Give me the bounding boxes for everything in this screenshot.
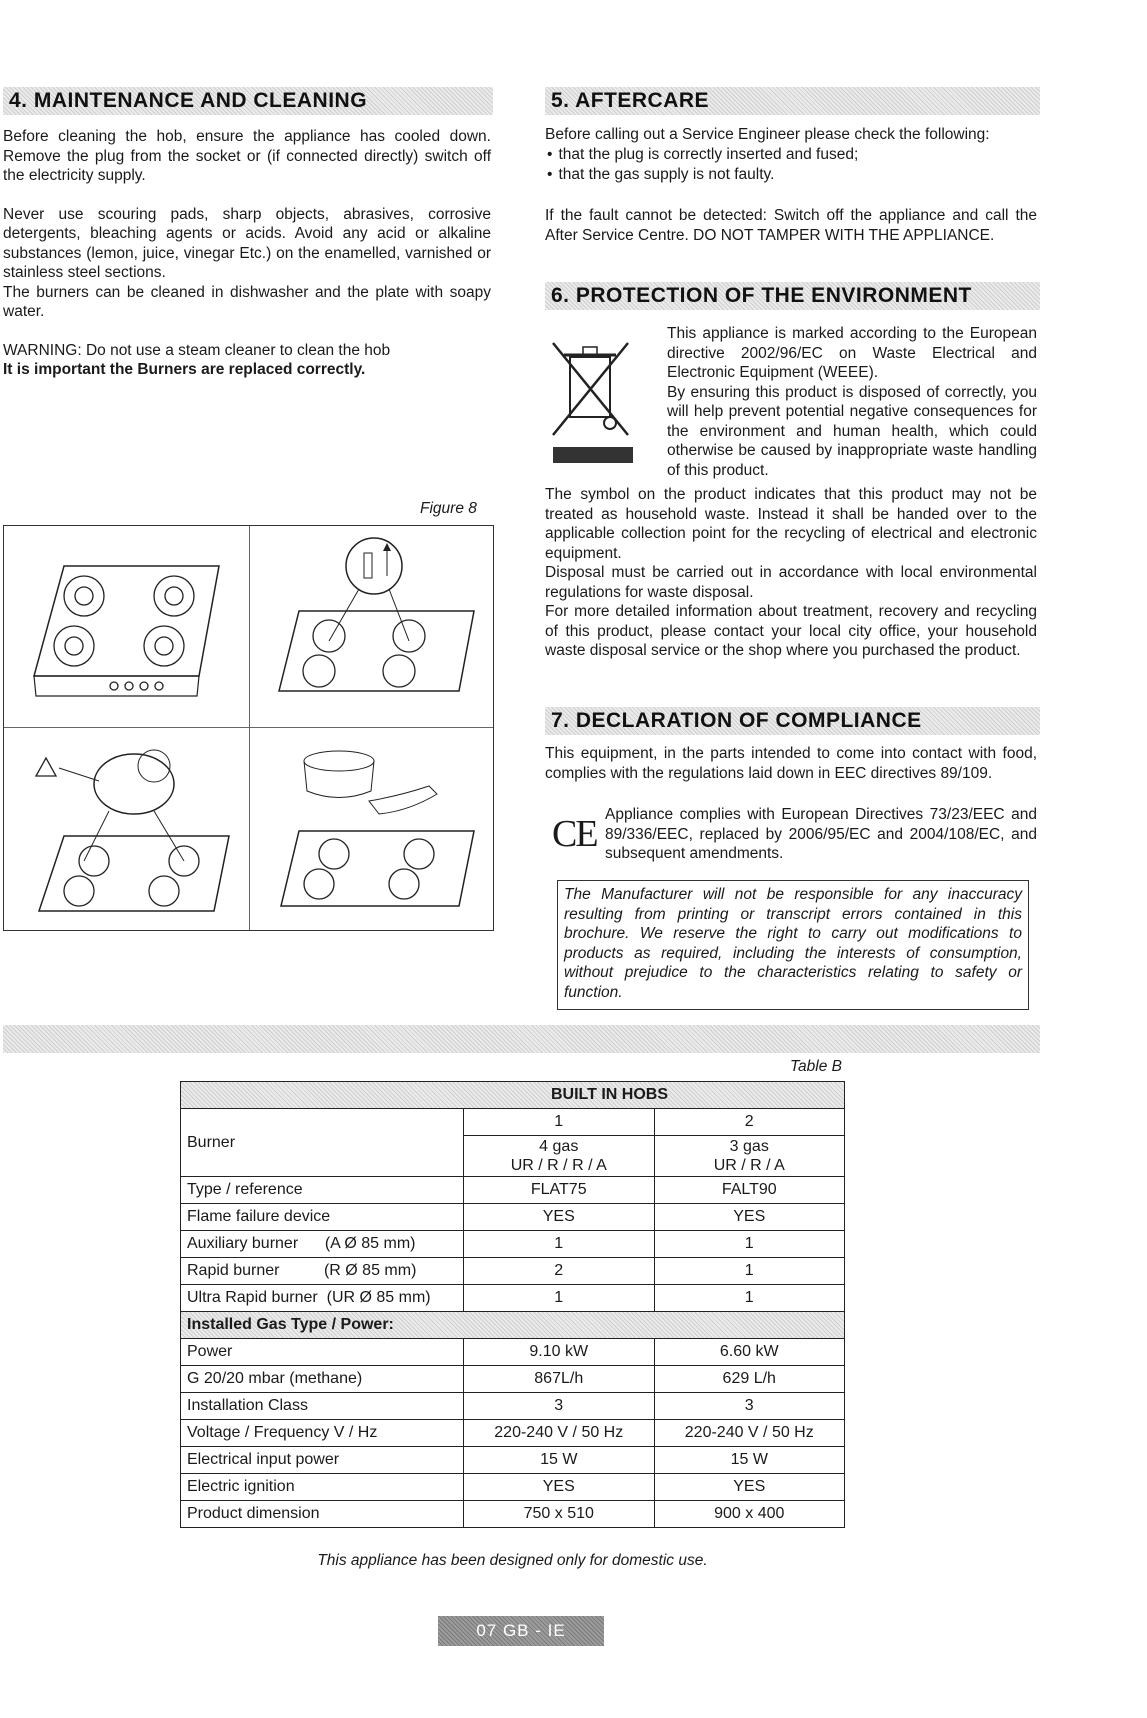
domestic-use-note: This appliance has been designed only for domestic use. — [317, 1552, 708, 1569]
burner-removal-icon — [259, 531, 489, 721]
maintenance-warning: WARNING: Do not use a steam cleaner to clean the hob — [3, 341, 391, 359]
environment-p2: By ensuring this product is disposed of correctly, you will help prevent potential negative consequences for the environment and human health, which could otherwise be caused by inappropriate waste handling of this product. — [667, 383, 1037, 479]
burner-2-value: 3 gas UR / R / A — [654, 1136, 845, 1177]
maintenance-p2: Never use scouring pads, sharp objects, abrasives, corrosive detergents, bleaching agents or acids. Avoid any acid or alkaline substances (lemon, juice, vinegar Etc.) on the enamelled, varnished or stainless steel sections. — [3, 205, 491, 281]
compliance-p2: Appliance complies with European Directives 73/23/EEC and 89/336/EEC, replaced by 2006/95/EC and 2004/108/EC, and subsequent amendments. — [605, 806, 1037, 862]
maintenance-text — [3, 127, 491, 380]
cleaning-illustration-icon — [259, 736, 489, 926]
environment-p5: For more detailed information about treatment, recovery and recycling of this product, please contact your local city office, your household waste disposal service or the shop where you purchased the product. — [545, 603, 1037, 659]
burner-label: Burner — [181, 1109, 464, 1177]
page-number: 07 GB - IE — [438, 1616, 604, 1646]
table-row: Product dimension 750 x 510 900 x 400 — [181, 1501, 845, 1528]
maintenance-p1: Before cleaning the hob, ensure the appliance has cooled down. Remove the plug from the socket or (if connected directly) switch off the electricity supply. — [3, 128, 491, 184]
table-row: Rapid burner (R Ø 85 mm) 2 1 — [181, 1258, 845, 1285]
aftercare-title: 5. AFTERCARE — [545, 87, 1040, 115]
table-row: Electrical input power 15 W 15 W — [181, 1447, 845, 1474]
compliance-title: 7. DECLARATION OF COMPLIANCE — [545, 707, 1040, 735]
environment-p1: This appliance is marked according to the European directive 2002/96/EC on Waste Electrical and Electronic Equipment (WEEE). — [667, 325, 1037, 381]
table-header: BUILT IN HOBS — [181, 1082, 845, 1109]
burner-1-value: 4 gas UR / R / R / A — [464, 1136, 655, 1177]
table-label: Table B — [790, 1058, 842, 1075]
bullet-gas: • that the gas supply is not faulty. — [547, 165, 1037, 185]
bullet-plug: • that the plug is correctly inserted and fused; — [547, 145, 1037, 165]
disclaimer-box: The Manufacturer will not be responsible for any inaccuracy resulting from printing or transcript errors contained in this brochure. We reserve the right to carry out modifications to products as required, including the interests of consumption, without prejudice to the characteristics relating to safety or function. — [557, 880, 1029, 1010]
table-row: Electric ignition YES YES — [181, 1474, 845, 1501]
table-row: Type / reference FLAT75 FALT90 — [181, 1177, 845, 1204]
figure-8 — [3, 525, 494, 931]
burner-replace-warning-icon — [14, 736, 244, 926]
col-2-header: 2 — [654, 1109, 845, 1136]
table-row: Flame failure device YES YES — [181, 1204, 845, 1231]
aftercare-bullets — [547, 145, 1037, 184]
environment-top-text — [667, 324, 1037, 480]
environment-p3: The symbol on the product indicates that this product may not be treated as household waste. Instead it shall be handed over to the applicable collection point for the recycling of electrical and electronic equipment. — [545, 486, 1037, 562]
specs-table — [180, 1081, 845, 1528]
weee-bin-icon — [548, 335, 638, 465]
maintenance-title: 4. MAINTENANCE AND CLEANING — [3, 87, 493, 115]
hob-illustration-icon — [14, 546, 239, 716]
gas-type-header: Installed Gas Type / Power: — [181, 1312, 845, 1339]
compliance-p1: This equipment, in the parts intended to come into contact with food, complies with the regulations laid down in EEC directives 89/109. — [545, 745, 1037, 782]
environment-title: 6. PROTECTION OF THE ENVIRONMENT — [545, 282, 1040, 310]
environment-p4: Disposal must be carried out in accordance with local environmental regulations for waste disposal. — [545, 564, 1037, 601]
aftercare-p2: If the fault cannot be detected: Switch off the appliance and call the After Service Centre. DO NOT TAMPER WITH THE APPLIANCE. — [545, 207, 1037, 244]
maintenance-important: It is important the Burners are replaced correctly. — [3, 361, 366, 378]
section-divider — [3, 1025, 1040, 1053]
environment-bottom-text — [545, 485, 1037, 661]
ce-mark-icon: CE — [552, 813, 597, 855]
table-row: Ultra Rapid burner (UR Ø 85 mm) 1 1 — [181, 1285, 845, 1312]
col-1-header: 1 — [464, 1109, 655, 1136]
table-row: Power 9.10 kW 6.60 kW — [181, 1339, 845, 1366]
aftercare-intro: Before calling out a Service Engineer please check the following: — [545, 126, 990, 143]
table-row: Installation Class 3 3 — [181, 1393, 845, 1420]
figure-label: Figure 8 — [420, 500, 477, 517]
table-row: Voltage / Frequency V / Hz 220-240 V / 50 Hz 220-240 V / 50 Hz — [181, 1420, 845, 1447]
table-row: G 20/20 mbar (methane) 867L/h 629 L/h — [181, 1366, 845, 1393]
maintenance-p3: The burners can be cleaned in dishwasher and the plate with soapy water. — [3, 283, 491, 320]
table-row: Auxiliary burner (A Ø 85 mm) 1 1 — [181, 1231, 845, 1258]
